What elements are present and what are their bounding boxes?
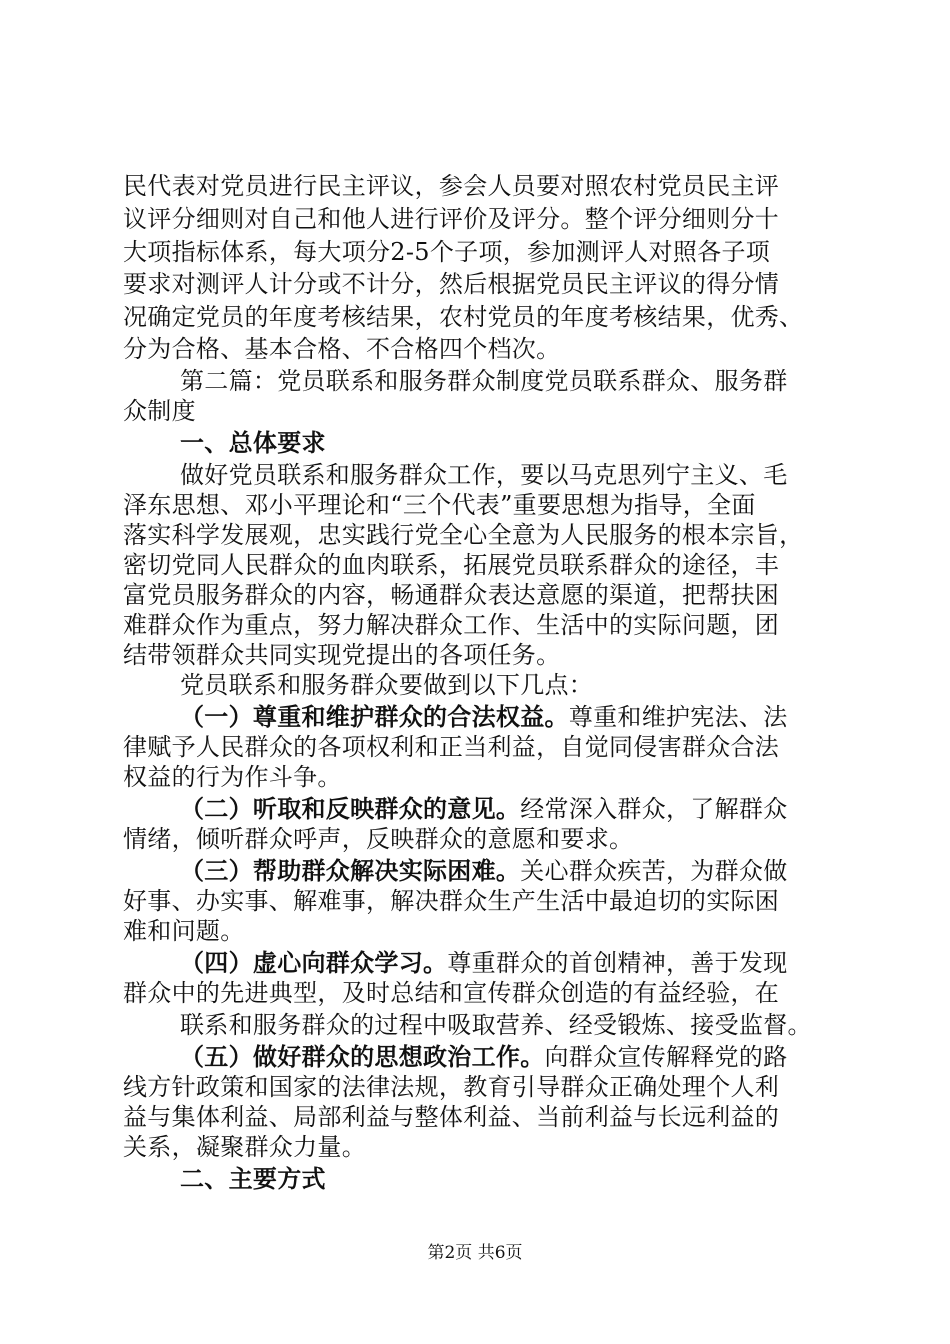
section-heading-line: 众制度 <box>123 397 196 425</box>
item-line: （三）帮助群众解决实际困难。关心群众疾苦，为群众做 <box>180 857 788 885</box>
body-line: 落实科学发展观，忠实践行党全心全意为人民服务的根本宗旨， <box>123 521 804 549</box>
item-lead: （三）帮助群众解决实际困难。 <box>180 857 521 885</box>
item-lead: （五）做好群众的思想政治工作。 <box>180 1043 545 1071</box>
body-line: 议评分细则对自己和他人进行评价及评分。整个评分细则分十 <box>123 205 780 233</box>
section-heading-line: 第二篇：党员联系和服务群众制度党员联系群众、服务群 <box>180 367 788 395</box>
body-line: 要求对测评人计分或不计分，然后根据党员民主评议的得分情 <box>123 270 780 298</box>
body-line: 群众中的先进典型，及时总结和宣传群众创造的有益经验，在 <box>123 979 780 1007</box>
body-line: 难群众作为重点，努力解决群众工作、生活中的实际问题，团 <box>123 611 780 639</box>
body-line: 益与集体利益、局部利益与整体利益、当前利益与长远利益的 <box>123 1103 780 1131</box>
body-line: 好事、办实事、解难事，解决群众生产生活中最迫切的实际困 <box>123 887 780 915</box>
item-lead: （二）听取和反映群众的意见。 <box>180 795 521 823</box>
body-line: 况确定党员的年度考核结果，农村党员的年度考核结果，优秀、 <box>123 303 804 331</box>
body-line: 民代表对党员进行民主评议，参会人员要对照农村党员民主评 <box>123 172 780 200</box>
body-line: 联系和服务群众的过程中吸取营养、经受锻炼、接受监督。 <box>180 1011 812 1039</box>
item-line: （一）尊重和维护群众的合法权益。尊重和维护宪法、法 <box>180 703 788 731</box>
item-lead: （四）虚心向群众学习。 <box>180 949 448 977</box>
body-line: 泽东思想、邓小平理论和“三个代表”重要思想为指导，全面 <box>123 491 756 519</box>
body-line: 结带领群众共同实现党提出的各项任务。 <box>123 641 561 669</box>
item-line: （二）听取和反映群众的意见。经常深入群众，了解群众 <box>180 795 788 823</box>
body-line: 做好党员联系和服务群众工作，要以马克思列宁主义、毛 <box>180 461 788 489</box>
item-line: （五）做好群众的思想政治工作。向群众宣传解释党的路 <box>180 1043 788 1071</box>
item-line: （四）虚心向群众学习。尊重群众的首创精神，善于发现 <box>180 949 788 977</box>
body-line: 律赋予人民群众的各项权利和正当利益，自觉同侵害群众合法 <box>123 733 780 761</box>
heading-overall-requirements: 一、总体要求 <box>180 429 326 457</box>
body-line: 线方针政策和国家的法律法规，教育引导群众正确处理个人利 <box>123 1073 780 1101</box>
body-line: 大项指标体系，每大项分2-5个子项，参加测评人对照各子项 <box>123 238 771 266</box>
body-line: 关系，凝聚群众力量。 <box>123 1133 366 1161</box>
body-line: 富党员服务群众的内容，畅通群众表达意愿的渠道，把帮扶困 <box>123 581 780 609</box>
body-line: 权益的行为作斗争。 <box>123 763 342 791</box>
body-line: 情绪，倾听群众呼声，反映群众的意愿和要求。 <box>123 825 634 853</box>
body-line: 难和问题。 <box>123 917 245 945</box>
body-line: 密切党同人民群众的血肉联系，拓展党员联系群众的途径，丰 <box>123 551 780 579</box>
heading-main-methods: 二、主要方式 <box>180 1165 326 1193</box>
page-footer: 第2页 共6页 <box>427 1243 523 1263</box>
body-line: 分为合格、基本合格、不合格四个档次。 <box>123 335 561 363</box>
body-line: 党员联系和服务群众要做到以下几点： <box>180 671 594 699</box>
item-lead: （一）尊重和维护群众的合法权益。 <box>180 703 569 731</box>
